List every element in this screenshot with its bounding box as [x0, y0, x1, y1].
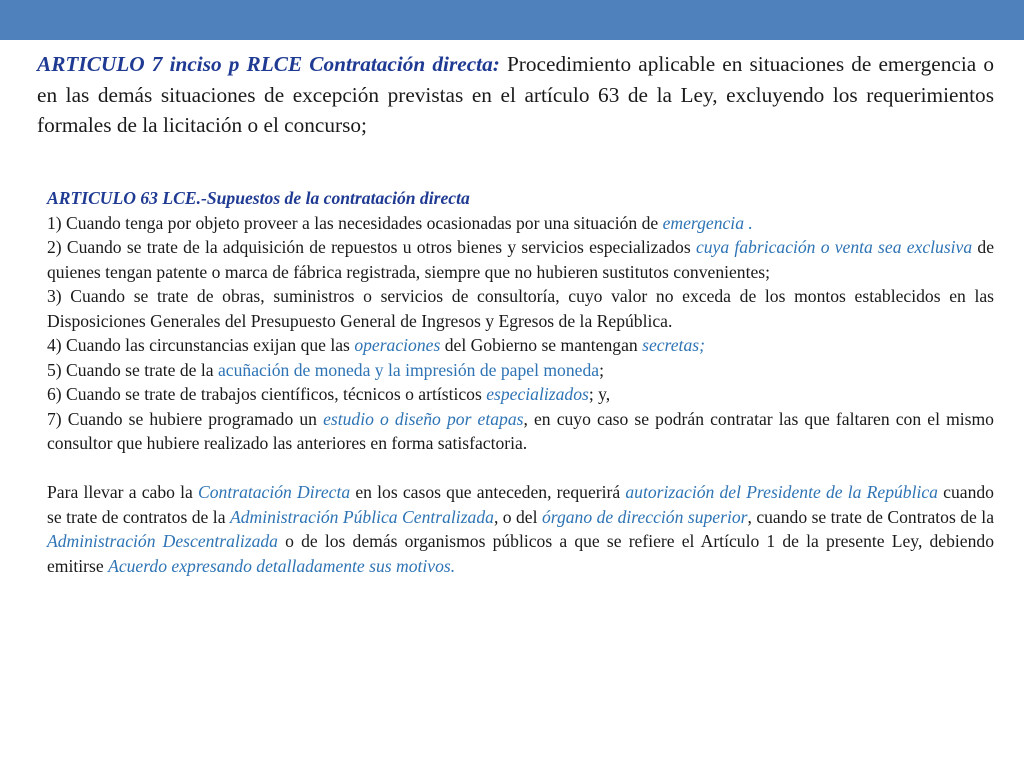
article-63-block: [47, 186, 994, 578]
list-item-1: [47, 211, 994, 236]
intro-text: Procedimiento aplicable en situaciones de emergencia o en las demás situaciones de excepción previstas en el artículo 63 de la Ley, excluyendo los requerimientos formales de la licitación o el concurso;: [37, 52, 995, 137]
closing-text-4: , o del: [493, 506, 542, 527]
list-item-6-text: 6) Cuando se trate de trabajos científicos, técnicos o artísticos: [47, 384, 487, 404]
list-item-2-text-end: de quienes tengan patente o marca de fábrica registrada, siempre que no hubieren sustitutos convenientes;: [47, 237, 994, 282]
list-item-1-text: 1) Cuando tenga por objeto proveer a las necesidades ocasionadas por una situación de: [47, 212, 663, 233]
list-item-7: [47, 407, 994, 456]
closing-text-6: o de los demás organismos públicos a que se refiere el Artículo 1 de la presente Ley, debiendo emitirse: [47, 531, 994, 576]
closing-highlight-2: autorización del Presidente de la República: [625, 482, 938, 502]
list-item-4: [47, 333, 994, 358]
list-item-7-text: 7) Cuando se hubiere programado un: [47, 408, 324, 429]
header-bar: [0, 0, 1024, 40]
closing-text-5: , cuando se trate de Contratos de la: [747, 506, 994, 527]
list-item-5-text-end: ;: [599, 359, 604, 380]
list-item-5: [47, 358, 994, 383]
list-item-3-text: 3) Cuando se trate de obras, suministros o servicios de consultoría, cuyo valor no exceda de los montos establecidos en las Disposiciones Generales del Presupuesto General de Ingresos y Egresos de la República.: [47, 286, 994, 331]
list-item-6-highlight: especializados: [486, 384, 589, 404]
list-item-2: [47, 235, 994, 284]
list-item-2-highlight: cuya fabricación o venta sea exclusiva: [695, 237, 973, 257]
list-item-7-text-end: , en cuyo caso se podrán contratar las que faltaren con el mismo consultor que hubiere realizado las anteriores en forma satisfactoria.: [47, 408, 994, 453]
list-item-3: [47, 284, 994, 333]
article-63-heading: ARTICULO 63 LCE.-Supuestos de la contratación directa: [47, 188, 470, 208]
closing-paragraph: [47, 480, 994, 578]
list-item-4-text: 4) Cuando las circunstancias exijan que las: [47, 335, 355, 355]
closing-highlight-5: Administración Descentralizada: [47, 531, 278, 551]
list-item-7-highlight: estudio o diseño por etapas: [323, 408, 524, 429]
list-item-4-text-mid: del Gobierno se mantengan: [440, 335, 643, 355]
list-item-5-highlight: acuñación de moneda y la impresión de papel moneda: [218, 359, 600, 380]
closing-text-2: en los casos que anteceden, requerirá: [350, 482, 626, 502]
closing-highlight-1: Contratación Directa: [198, 482, 351, 502]
list-item-1-highlight: emergencia .: [662, 212, 753, 233]
list-item-2-text: 2) Cuando se trate de la adquisición de repuestos u otros bienes y servicios especializados: [47, 237, 696, 257]
closing-text-1: Para llevar a cabo la: [47, 482, 199, 502]
list-item-6-text-end: ; y,: [588, 384, 611, 404]
intro-paragraph: [37, 49, 994, 141]
list-item-5-text: 5) Cuando se trate de la: [47, 359, 218, 380]
closing-highlight-3: Administración Pública Centralizada: [229, 506, 494, 527]
list-item-4-highlight: operaciones: [354, 335, 441, 355]
closing-highlight-4: órgano de dirección superior: [541, 506, 748, 527]
closing-text-3: cuando se trate de contratos de la: [47, 482, 994, 527]
list-item-4-highlight-end: secretas;: [642, 335, 705, 355]
closing-highlight-6: Acuerdo expresando detalladamente sus motivos.: [108, 555, 456, 576]
intro-lead: ARTICULO 7 inciso p RLCE Contratación directa:: [37, 52, 500, 76]
list-item-6: [47, 382, 994, 407]
